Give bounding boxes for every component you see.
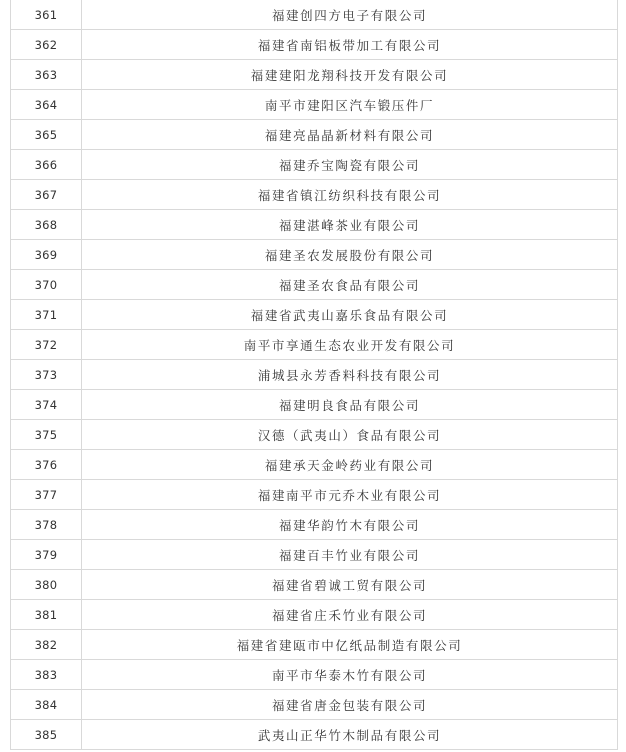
company-name: 福建南平市元乔木业有限公司 <box>82 480 618 510</box>
row-number: 380 <box>11 570 82 600</box>
table-row <box>11 570 618 600</box>
row-number: 367 <box>11 180 82 210</box>
company-name: 南平市建阳区汽车锻压件厂 <box>82 90 618 120</box>
table-row <box>11 60 618 90</box>
table-row <box>11 690 618 720</box>
company-name: 武夷山正华竹木制品有限公司 <box>82 720 618 750</box>
row-number: 365 <box>11 120 82 150</box>
row-number: 362 <box>11 30 82 60</box>
row-number: 364 <box>11 90 82 120</box>
row-number: 374 <box>11 390 82 420</box>
company-name: 福建承天金岭药业有限公司 <box>82 450 618 480</box>
row-number: 361 <box>11 0 82 30</box>
table-row <box>11 180 618 210</box>
company-name: 福建华韵竹木有限公司 <box>82 510 618 540</box>
row-number: 383 <box>11 660 82 690</box>
row-number: 369 <box>11 240 82 270</box>
company-name: 福建创四方电子有限公司 <box>82 0 618 30</box>
company-name: 南平市享通生态农业开发有限公司 <box>82 330 618 360</box>
company-name: 福建省南铝板带加工有限公司 <box>82 30 618 60</box>
row-number: 366 <box>11 150 82 180</box>
table-row <box>11 90 618 120</box>
table-row <box>11 300 618 330</box>
table-row <box>11 240 618 270</box>
table-row <box>11 450 618 480</box>
row-number: 368 <box>11 210 82 240</box>
company-name: 福建省镇江纺织科技有限公司 <box>82 180 618 210</box>
company-list-table <box>10 0 618 750</box>
table-row <box>11 390 618 420</box>
row-number: 370 <box>11 270 82 300</box>
company-name: 福建亮晶晶新材料有限公司 <box>82 120 618 150</box>
row-number: 376 <box>11 450 82 480</box>
row-number: 381 <box>11 600 82 630</box>
company-name: 福建圣农食品有限公司 <box>82 270 618 300</box>
table-row <box>11 540 618 570</box>
table-row <box>11 210 618 240</box>
table-row <box>11 30 618 60</box>
table-row <box>11 630 618 660</box>
company-name: 福建湛峰茶业有限公司 <box>82 210 618 240</box>
company-name: 福建圣农发展股份有限公司 <box>82 240 618 270</box>
row-number: 379 <box>11 540 82 570</box>
table-body <box>11 0 618 750</box>
table-row <box>11 150 618 180</box>
company-name: 福建乔宝陶瓷有限公司 <box>82 150 618 180</box>
row-number: 363 <box>11 60 82 90</box>
table-row <box>11 660 618 690</box>
table-row <box>11 720 618 750</box>
row-number: 385 <box>11 720 82 750</box>
row-number: 378 <box>11 510 82 540</box>
company-name: 福建百丰竹业有限公司 <box>82 540 618 570</box>
table-row <box>11 330 618 360</box>
table-row <box>11 480 618 510</box>
table-row <box>11 0 618 30</box>
row-number: 377 <box>11 480 82 510</box>
company-name: 福建建阳龙翔科技开发有限公司 <box>82 60 618 90</box>
company-name: 汉德（武夷山）食品有限公司 <box>82 420 618 450</box>
company-name: 福建省唐金包装有限公司 <box>82 690 618 720</box>
company-name: 福建省庄禾竹业有限公司 <box>82 600 618 630</box>
company-name: 福建省武夷山嘉乐食品有限公司 <box>82 300 618 330</box>
company-name: 浦城县永芳香料科技有限公司 <box>82 360 618 390</box>
company-name: 福建省建瓯市中亿纸品制造有限公司 <box>82 630 618 660</box>
company-name: 福建明良食品有限公司 <box>82 390 618 420</box>
table-row <box>11 120 618 150</box>
table-row <box>11 420 618 450</box>
row-number: 375 <box>11 420 82 450</box>
table-row <box>11 510 618 540</box>
table-row <box>11 270 618 300</box>
row-number: 373 <box>11 360 82 390</box>
table-row <box>11 360 618 390</box>
row-number: 384 <box>11 690 82 720</box>
table-row <box>11 600 618 630</box>
row-number: 372 <box>11 330 82 360</box>
row-number: 382 <box>11 630 82 660</box>
company-name: 福建省碧诚工贸有限公司 <box>82 570 618 600</box>
company-name: 南平市华泰木竹有限公司 <box>82 660 618 690</box>
row-number: 371 <box>11 300 82 330</box>
